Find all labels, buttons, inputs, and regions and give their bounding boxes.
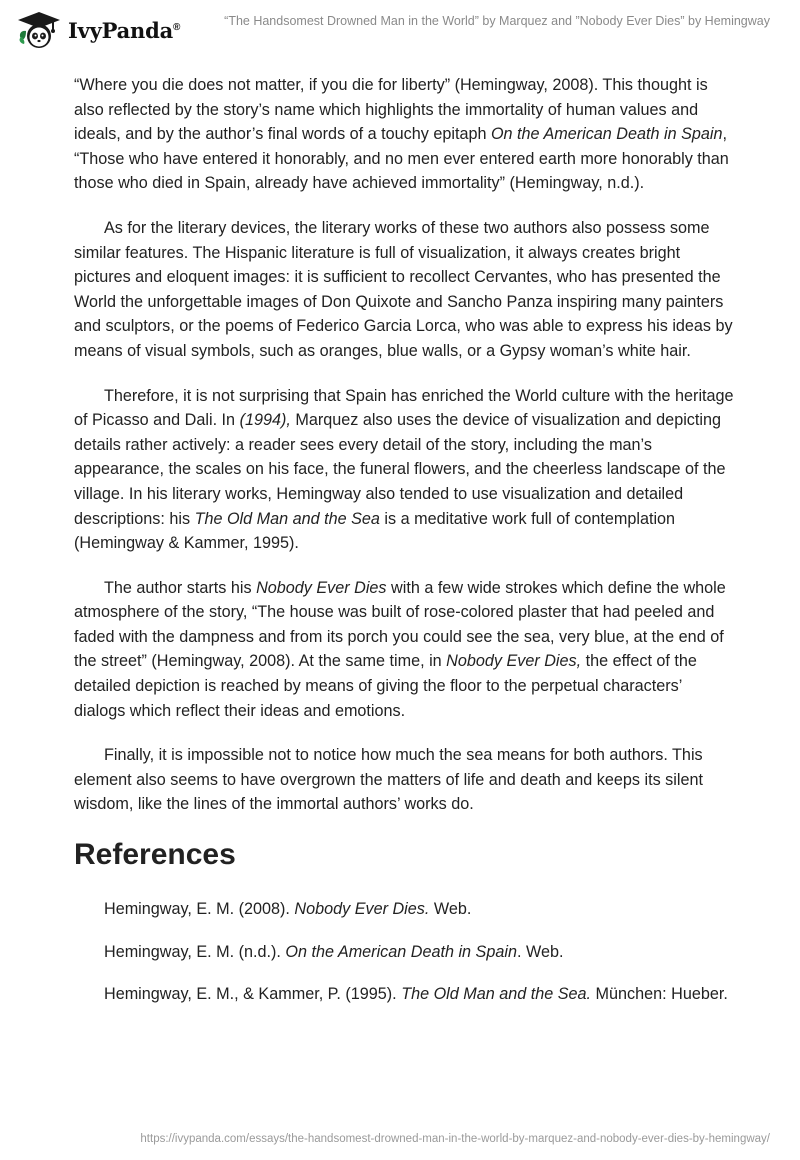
paragraph-3: Therefore, it is not surprising that Spain has enriched the World culture with the heritage of Picasso and Dali. In (1994), Marquez also uses the device of visualization and depicting details rather actively: a reader sees every detail of the story, including the man’s appearance, the scales on his face, the funeral flowers, and the cheerless landscape of the village. In his literary works, Hemingway also tended to use visualization and detailed descriptions: his The Old Man and the Sea is a meditative work full of contemplation (Hemingway & Kammer, 1995). bbox=[74, 386, 734, 553]
logo-wordmark: IvyPanda® bbox=[68, 17, 181, 43]
paragraph-5: Finally, it is impossible not to notice how much the sea means for both authors. This element also seems to have overgrown the matters of life and death and keeps its silent wisdom, like the lines of the immortal authors’ works do. bbox=[74, 746, 703, 814]
references-heading: References bbox=[74, 838, 236, 872]
paragraph-4: The author starts his Nobody Ever Dies with a few wide strokes which define the whole atmosphere of the story, “The house was built of rose-colored plaster that had peeled and faded with the dampness and from its porch you could see the sea, very blue, at the end of the street” (Hemingway, 2008). At the same time, in Nobody Ever Dies, the effect of the detailed depiction is reached by means of giving the floor to the perpetual characters’ dialogs which reflect their ideas and emotions. bbox=[74, 578, 726, 720]
reference-item: Hemingway, E. M. (2008). Nobody Ever Dies. Web. bbox=[104, 900, 472, 919]
source-url-link[interactable]: https://ivypanda.com/essays/the-handsomest-drowned-man-in-the-world-by-marquez-and-nobody-ever-dies-by-hemingway/ bbox=[140, 1133, 770, 1145]
paragraph-1: “Where you die does not matter, if you die for liberty” (Hemingway, 2008). This thought is also reflected by the story’s name which highlights the immortality of human values and ideals, and by the author’s final words of a touchy epitaph On the American Death in Spain, “Those who have entered it honorably, and no men ever entered earth more honorably than those who died in Spain, already have achieved immortality” (Hemingway, n.d.). bbox=[74, 76, 729, 193]
document-title: “The Handsomest Drowned Man in the World” by Marquez and ”Nobody Ever Dies” by Hemingway bbox=[224, 14, 770, 28]
panda-graduate-icon bbox=[16, 10, 62, 50]
ivypanda-logo[interactable] bbox=[16, 10, 180, 50]
reference-item: Hemingway, E. M., & Kammer, P. (1995). The Old Man and the Sea. München: Hueber. bbox=[104, 985, 728, 1004]
paragraph-2: As for the literary devices, the literary works of these two authors also possess some similar features. The Hispanic literature is full of visualization, it always creates bright pictures and eloquent images: it is sufficient to recollect Cervantes, who has presented the World the unforgettable images of Don Quixote and Sancho Panza inspiring many painters and sculptors, or the poems of Federico Garcia Lorca, who was able to express his ideas by means of visual symbols, such as oranges, blue walls, or a Gypsy woman’s white hair. bbox=[74, 218, 733, 360]
reference-item: Hemingway, E. M. (n.d.). On the American Death in Spain. Web. bbox=[104, 942, 564, 961]
page-header bbox=[0, 0, 800, 60]
essay-body bbox=[74, 73, 734, 1025]
